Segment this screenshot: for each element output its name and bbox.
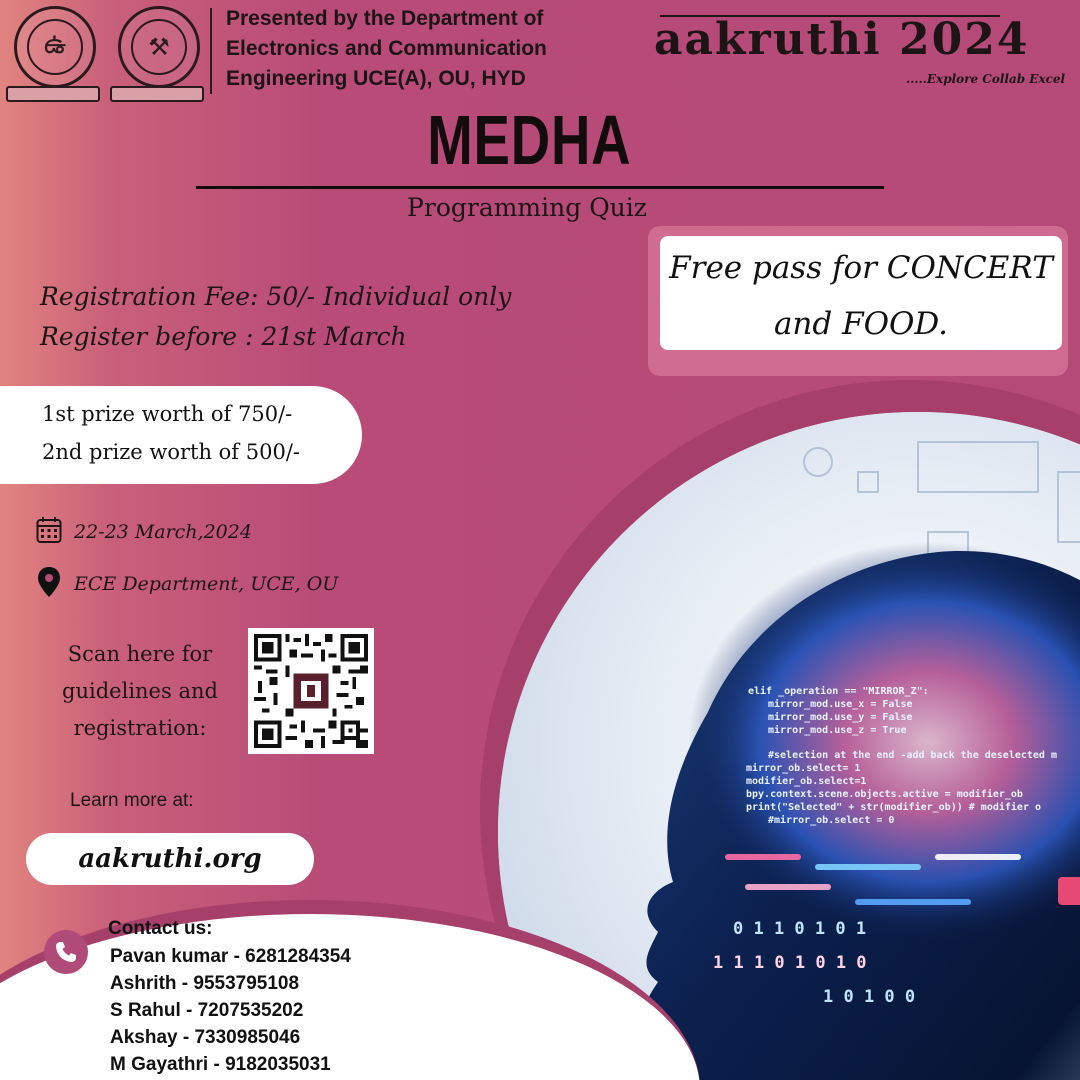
contact-item: Akshay - 7330985046	[110, 1027, 301, 1048]
presented-by-text: Presented by the Department of Electronics and Communication Engineering UCE(A), OU, HYD	[226, 7, 547, 90]
registration-fee: Registration Fee: 50/- Individual only	[40, 282, 512, 311]
website-link[interactable]	[26, 833, 314, 885]
event-date-row	[36, 516, 252, 548]
contact-item: S Rahul - 7207535202	[110, 1000, 304, 1021]
binary-line: 1 1 1 0 1 0 1 0	[713, 953, 867, 973]
code-line: elif _operation == "MIRROR_Z":	[748, 686, 929, 697]
free-pass-line-2: and FOOD.	[773, 306, 949, 342]
osmania-university-logo: ఉ	[12, 6, 98, 96]
first-prize: 1st prize worth of 750/-	[42, 402, 293, 426]
contact-title: Contact us:	[108, 918, 213, 939]
registration-deadline: Register before : 21st March	[40, 322, 407, 351]
header-divider	[210, 8, 212, 94]
event-date: 22-23 March,2024	[74, 521, 252, 543]
college-of-engineering-logo: ⚒	[116, 6, 202, 96]
contact-item: M Gayathri - 9182035031	[110, 1054, 331, 1075]
registration-qr-code[interactable]	[248, 628, 374, 754]
code-line: bpy.context.scene.objects.active = modifier_ob	[746, 789, 1023, 800]
binary-line: 1 0 1 0 0	[823, 987, 916, 1007]
code-line: mirror_mod.use_z = True	[768, 725, 907, 736]
code-line: mirror_mod.use_x = False	[768, 699, 913, 710]
calendar-icon	[36, 516, 62, 548]
phone-icon	[44, 930, 88, 974]
binary-line: 0 1 1 0 1 0 1	[733, 919, 867, 939]
title-rule	[196, 186, 884, 189]
brand-logo-text: aakruthi 2024	[654, 14, 1030, 65]
code-line: #mirror_ob.select = 0	[768, 815, 895, 826]
event-venue-row	[36, 566, 338, 602]
second-prize: 2nd prize worth of 500/-	[42, 440, 301, 464]
code-line: mirror_ob.select= 1	[746, 763, 861, 774]
contact-item: Ashrith - 9553795108	[110, 973, 300, 994]
brand-tagline: .....Explore Collab Excel	[906, 72, 1066, 86]
learn-more-label: Learn more at:	[70, 790, 194, 811]
code-line: print("Selected" + str(modifier_ob)) # modifier o	[746, 802, 1042, 813]
free-pass-line-1: Free pass for CONCERT	[669, 250, 1053, 286]
prize-pill	[0, 386, 362, 484]
code-line: #selection at the end -add back the deselected m	[768, 750, 1057, 761]
free-pass-box	[660, 236, 1062, 350]
code-line: mirror_mod.use_y = False	[768, 712, 913, 723]
event-venue: ECE Department, UCE, OU	[74, 573, 339, 595]
scan-instructions: Scan here for guidelines and registration:	[62, 642, 218, 740]
event-title: MEDHA	[427, 101, 632, 179]
website-link-text[interactable]: aakruthi.org	[78, 844, 262, 874]
event-subtitle: Programming Quiz	[407, 193, 647, 222]
contact-item: Pavan kumar - 6281284354	[110, 946, 351, 967]
contact-list	[110, 943, 351, 1078]
code-line: modifier_ob.select=1	[746, 776, 867, 787]
location-pin-icon	[36, 566, 62, 602]
